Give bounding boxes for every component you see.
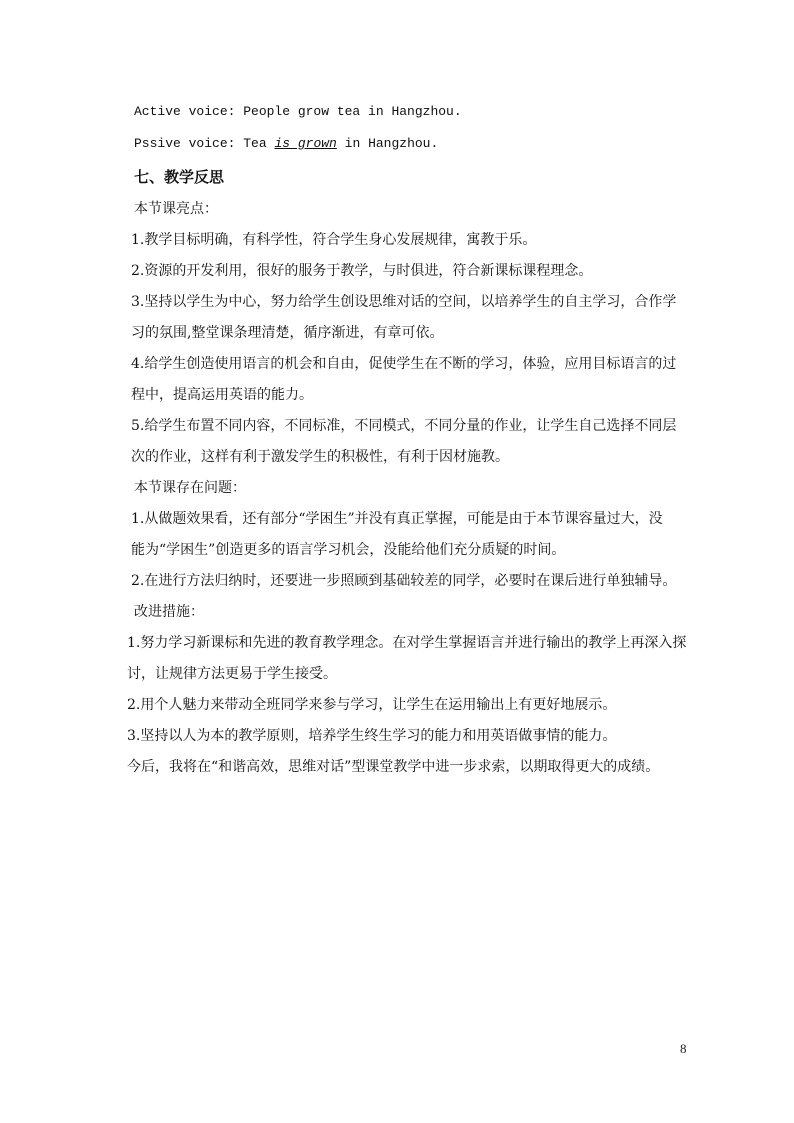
problems-label: 本节课存在问题： bbox=[134, 480, 246, 496]
improvement-line: 2.用个人魅力来带动全班同学来参与学习，让学生在运用输出上有更好地展示。 bbox=[127, 697, 617, 713]
highlight-line: 5.给学生布置不同内容，不同标准，不同模式，不同分量的作业，让学生自己选择不同层 bbox=[131, 418, 677, 434]
page-number: 8 bbox=[680, 1041, 687, 1056]
improvement-line: 1.努力学习新课标和先进的教育教学理念。在对学生掌握语言并进行输出的教学上再深入探 bbox=[127, 635, 687, 651]
section-title: 七、教学反思 bbox=[134, 168, 225, 186]
highlight-line: 习的氛围,整堂课条理清楚，循序渐进，有章可依。 bbox=[131, 325, 444, 341]
highlight-line: 程中，提高运用英语的能力。 bbox=[131, 387, 313, 403]
highlight-line: 1.教学目标明确，有科学性，符合学生身心发展规律，寓教于乐。 bbox=[131, 232, 537, 248]
active-voice-example: Active voice: People grow tea in Hangzhou. bbox=[134, 104, 462, 119]
problem-line: 1.从做题效果看，还有部分“学困生”并没有真正掌握，可能是由于本节课容量过大，没 bbox=[131, 511, 663, 527]
highlights-label: 本节课亮点： bbox=[134, 201, 218, 217]
highlight-line: 次的作业，这样有利于激发学生的积极性，有利于因材施教。 bbox=[131, 449, 509, 465]
problem-line: 能为“学困生”创造更多的语言学习机会，没能给他们充分质疑的时间。 bbox=[131, 542, 566, 558]
highlight-line: 3.坚持以学生为中心，努力给学生创设思维对话的空间，以培养学生的自主学习，合作学 bbox=[131, 294, 677, 310]
highlight-line: 2.资源的开发利用，很好的服务于教学，与时俱进，符合新课标课程理念。 bbox=[131, 263, 593, 279]
highlight-line: 4.给学生创造使用语言的机会和自由，促使学生在不断的学习，体验，应用目标语言的过 bbox=[131, 356, 677, 372]
improve-label: 改进措施： bbox=[134, 604, 204, 620]
problem-line: 2.在进行方法归纳时，还要进一步照顾到基础较差的同学，必要时在课后进行单独辅导。 bbox=[131, 573, 677, 589]
improvement-line: 讨，让规律方法更易于学生接受。 bbox=[127, 666, 337, 682]
passive-voice-example bbox=[134, 136, 438, 151]
passive-highlight: is grown bbox=[274, 136, 337, 151]
closing-paragraph: 今后，我将在“和谐高效，思维对话”型课堂教学中进一步求索，以期取得更大的成绩。 bbox=[127, 759, 660, 775]
passive-suffix: in Hangzhou. bbox=[336, 136, 439, 151]
improvement-line: 3.坚持以人为本的教学原则，培养学生终生学习的能力和用英语做事情的能力。 bbox=[127, 728, 617, 744]
passive-prefix: Pssive voice: Tea bbox=[134, 136, 275, 151]
